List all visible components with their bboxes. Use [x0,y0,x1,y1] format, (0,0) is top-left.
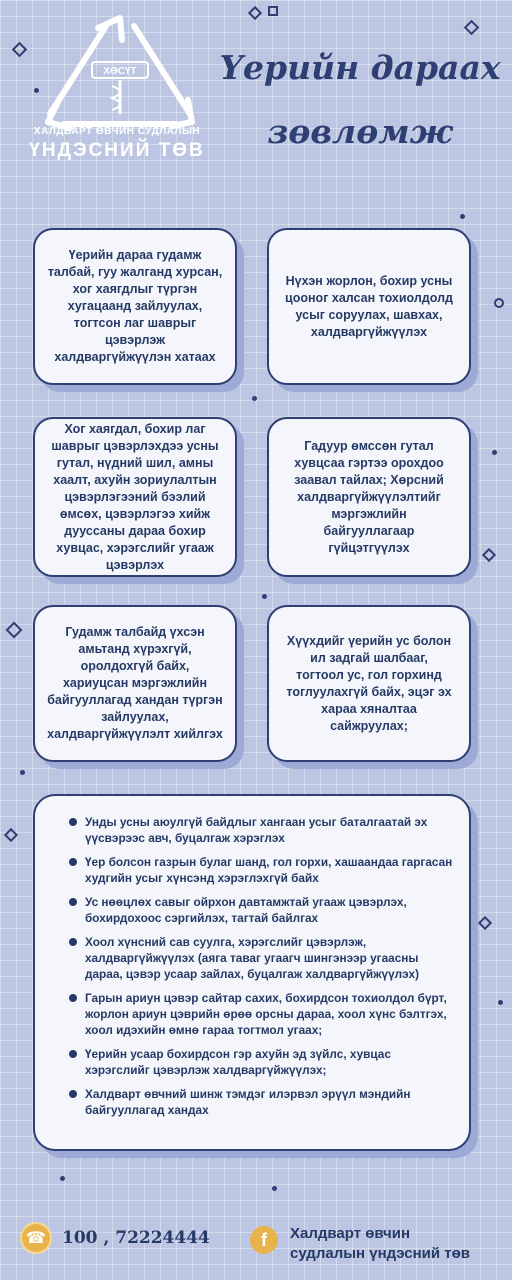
list-item [71,814,453,846]
bullet-icon [69,898,77,906]
diamond-decoration [6,622,23,639]
phone-number[interactable]: 100 , 72224444 [62,1228,210,1248]
tips-list [71,814,453,1118]
org-name-line1: ХАЛДВАРТ ӨВЧИН СУДЛАЛЫН [33,126,201,137]
advice-card [33,228,237,385]
advice-card [267,417,471,577]
dot-decoration [460,214,465,219]
bullet-icon [69,818,77,826]
bullet-icon [69,938,77,946]
list-item [71,990,453,1038]
list-item [71,934,453,982]
list-item-text: Унды усны аюулгүй байдлыг хангаан усыг баталгаатай эх үүсвэрээс авч, буцалгаж хэрэглэх [85,815,428,845]
facebook-page-name[interactable] [290,1224,470,1264]
advice-card [33,417,237,577]
dot-decoration [498,1000,503,1005]
list-item [71,1086,453,1118]
dot-decoration [492,450,497,455]
dot-decoration [20,770,25,775]
dot-decoration [252,396,257,401]
list-item-text: Үерийн усаар бохирдсон гэр ахуйн эд зүйлс, хувцас хэрэгслийг цэвэрлэж халдваргүйжүүлэх; [85,1047,391,1077]
advice-card [267,228,471,385]
advice-text: Хог хаягдал, бохир лаг шаврыг цэвэрлэхдээ усны гутал, нүдний шил, амны хаалт, ахуйн зориулалтын цэвэрлэгээний бээлий өмсөх, цэвэрлэгээ хийж дууссаны дараа бохир хувцас, хэрэгслийг угааж цэвэрлэх [51,421,219,572]
list-item-text: Ус нөөцлөх савыг ойрхон давтамжтай угааж цэвэрлэх, бохирдохоос сэргийлэх, тагтай байлгах [85,895,407,925]
diamond-decoration [12,42,28,58]
list-item [71,894,453,926]
advice-text: Гадуур өмссөн гутал хувцсаа гэртээ орохдоо заавал тайлах; Хөрсний халдваргүйжүүлэлтийг мэргэжлийн байгууллагаар гүйцэтгүүлэх [294,438,444,555]
diamond-decoration [248,6,262,20]
bullet-icon [69,1050,77,1058]
square-decoration [268,6,278,16]
facebook-name-line1: Халдварт өвчин [290,1225,411,1242]
tips-list-card [33,794,471,1151]
diamond-decoration [482,548,496,562]
list-item [71,1046,453,1078]
phone-icon: ☎ [20,1222,52,1254]
list-item-text: Гарын ариун цэвэр сайтар сахих, бохирдсон тохиолдол бүрт, жорлон ариун цэврийн өрөө орсны дараа, хоол хүнс бэлтгэх, хоол идэхийн өмнө гараа тогтмол угаах; [85,991,447,1037]
diamond-decoration [4,828,18,842]
advice-text: Гудамж талбайд үхсэн амьтанд хүрэхгүй, оролдохгүй байх, хариуцсан мэргэжлийн байгууллагад хандан түргэн зайлуулах, халдваргүйжүүлэлт хийлгэх [47,625,223,741]
facebook-icon[interactable]: f [250,1226,278,1254]
facebook-name-line2: судлалын үндэсний төв [290,1245,471,1262]
bullet-icon [69,994,77,1002]
dot-decoration [272,1186,277,1191]
logo-badge-text: ХӨСҮТ [103,66,137,77]
list-item-text: Хоол хүнсний сав суулга, хэрэгслийг цэвэрлэж, халдваргүйжүүлэх (аяга таваг угаагч шингэнээр угаасны дараа, цэвэр усаар зайлах, буцалгаж халдваргүйжүүлэх) [85,935,419,981]
list-item-text: Үер болсон газрын булаг шанд, гол горхи, хашаандаа гаргасан худгийн усыг хүнсэнд хэрэглэхгүй байх [85,855,453,885]
page-title-line2: зөвлөмж [267,112,453,151]
advice-text: Үерийн дараа гудамж талбай, гуу жалганд хурсан, хог хаягдлыг түргэн хугацаанд зайлуулах, тогтсон лаг шаврыг цэвэрлэж халдваргүйжүүлэн хатаах [47,248,223,364]
advice-card [267,605,471,762]
diamond-decoration [478,916,492,930]
dot-decoration [60,1176,65,1181]
page-title-line1: Үерийн дараах [219,48,501,87]
advice-text: Хүүхдийг үерийн ус болон ил задгай шалбааг, тогтоол ус, гол горхинд тоглуулахгүй байх, эцэг эх хараа хяналтаа сайжруулах; [286,633,452,733]
org-name-line2: ҮНДЭСНИЙ ТӨВ [29,140,205,161]
dot-decoration [262,594,267,599]
circle-decoration [494,298,504,308]
list-item-text: Халдварт өвчний шинж тэмдэг илэрвэл эрүүл мэндийн байгууллагад хандах [85,1087,411,1117]
diamond-decoration [464,20,480,36]
bullet-icon [69,858,77,866]
bullet-icon [69,1090,77,1098]
advice-card [33,605,237,762]
list-item [71,854,453,886]
advice-text: Нүхэн жорлон, бохир усны цооног халсан тохиолдолд усыг соруулах, шавхах, халдваргүйжүүлэх [285,273,453,339]
